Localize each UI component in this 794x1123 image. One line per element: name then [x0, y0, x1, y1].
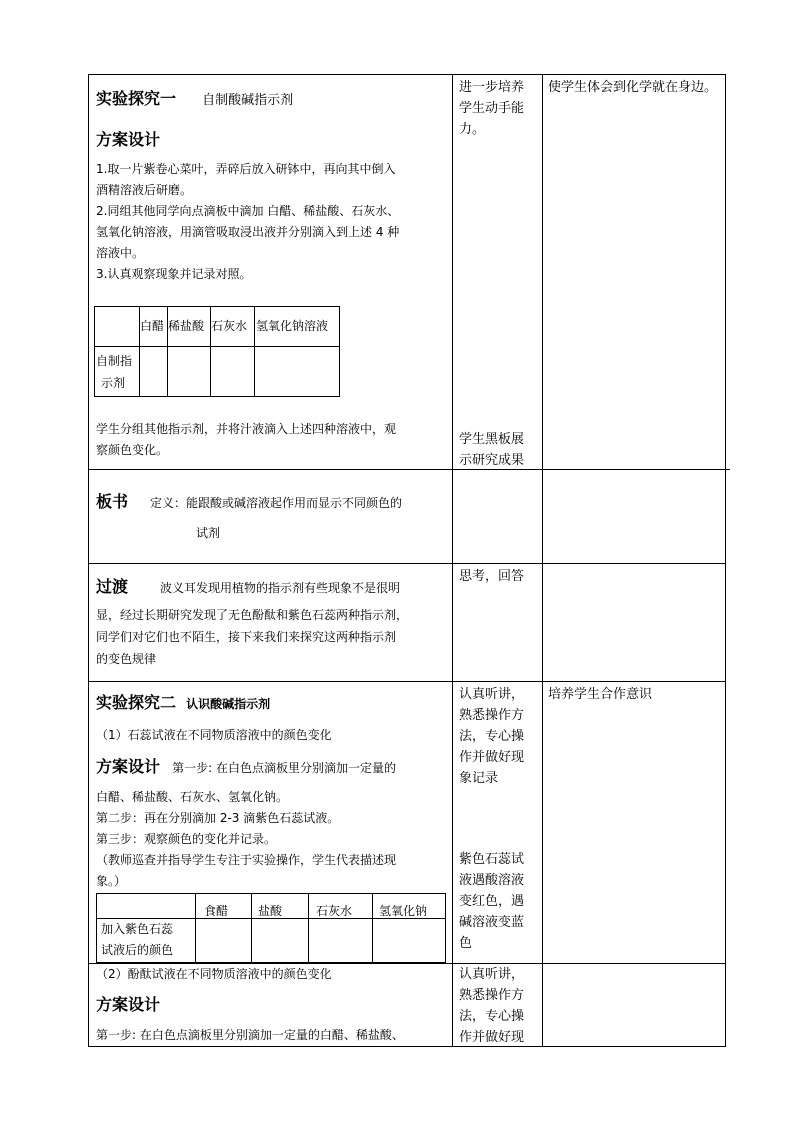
row-divider-3 — [88, 681, 726, 682]
text-line: 示研究成果 — [459, 453, 525, 468]
table-col-divider-1 — [452, 74, 453, 1047]
experiment-two-steps — [96, 787, 452, 892]
text-line: 学生动手能 — [459, 101, 525, 116]
text-line: 学生分组其他指示剂，并将汁液滴入上述四种溶液中，观 — [96, 422, 397, 436]
step-line: 1.取一片紫卷心菜叶，弄碎后放入研钵中，再向其中倒入 — [96, 162, 396, 176]
text-line: 的变色规律 — [96, 652, 157, 666]
text-line: 作并做好现 — [459, 1030, 525, 1045]
transition-text — [96, 604, 452, 670]
plan-design-title-3: 方案设计 — [96, 995, 161, 1014]
table-row-label: 自制指 — [96, 354, 133, 368]
table-right-border — [725, 74, 726, 1047]
design-intent-1: 使学生体会到化学就在身边。 — [548, 80, 718, 95]
plan-design-2 — [96, 756, 396, 780]
student-activity-1b — [459, 429, 524, 471]
design-intent-4: 培养学生合作意识 — [548, 687, 653, 702]
text-line: 作并做好现 — [459, 750, 525, 765]
table-row-label: 加入紫色石蕊 — [101, 922, 174, 936]
table-bottom-border — [88, 1046, 726, 1047]
text-line: 紫色石蕊试 — [459, 852, 525, 867]
experiment-one-heading — [96, 88, 293, 112]
text-line: 学生黑板展 — [459, 432, 525, 447]
step-line: 3.认真观察现象并记录对照。 — [96, 267, 252, 281]
text-line: 色 — [459, 936, 473, 951]
table-header-cell: 稀盐酸 — [168, 319, 205, 333]
experiment-one-after — [96, 419, 452, 461]
text-line: 认真听讲， — [459, 687, 525, 702]
text-line: 同学们对它们也不陌生，接下来我们来探究这两种指示剂 — [96, 630, 397, 644]
table-row-label: 示剂 — [101, 376, 126, 390]
student-activity-3: 思考，回答 — [459, 569, 525, 584]
text-line: 象记录 — [459, 771, 499, 786]
litmus-conclusion — [459, 849, 524, 954]
experiment-one-subtitle: 自制酸碱指示剂 — [202, 93, 294, 108]
table-header-cell: 食醋 — [204, 904, 229, 918]
step-line: 第三步：观察颜色的变化并记录。 — [96, 832, 277, 846]
table-col-divider-2 — [542, 74, 543, 1047]
table-row-label: 试液后的颜色 — [101, 943, 174, 957]
step-line: 第一步: 在白色点滴板里分别滴加一定量的 — [172, 761, 397, 775]
student-activity-4 — [459, 684, 524, 789]
text-line: 熟悉操作方 — [459, 708, 525, 723]
text-line: 显，经过长期研究发现了无色酚酞和紫色石蕊两种指示剂， — [96, 608, 409, 622]
step-line: 氢氧化钠溶液，用滴管吸取浸出液并分别滴入到上述 4 种 — [96, 225, 400, 239]
note-line: （教师巡查并指导学生专注于实验操作，学生代表描述现 — [96, 853, 397, 867]
table-header-cell: 石灰水 — [211, 319, 248, 333]
text-line: 碱溶液变蓝 — [459, 915, 525, 930]
text-line: 熟悉操作方 — [459, 988, 525, 1003]
definition-line-1: 定义：能跟酸或碱溶液起作用而显示不同颜色的 — [150, 496, 403, 510]
transition-line-1: 波义耳发现用植物的指示剂有些现象不是很明 — [160, 581, 401, 595]
experiment-one-title: 实验探究一 — [96, 89, 177, 108]
text-line: 察颜色变化。 — [96, 443, 169, 457]
row-divider-1 — [88, 469, 730, 470]
definition-line-2: 试剂 — [196, 526, 221, 540]
table-top-border — [88, 74, 726, 75]
student-activity-1 — [459, 77, 524, 140]
plan-design-title-1: 方案设计 — [96, 130, 161, 149]
table-header-cell: 氢氧化钠溶液 — [256, 319, 329, 333]
step-line: 2.同组其他同学向点滴板中滴加 白醋、稀盐酸、石灰水、 — [96, 204, 400, 218]
table-left-border — [88, 74, 89, 1047]
table-header-cell: 盐酸 — [258, 904, 283, 918]
text-line: 认真听讲， — [459, 967, 525, 982]
student-activity-5 — [459, 964, 524, 1048]
blackboard-label: 板书 — [96, 492, 129, 511]
text-line: 力。 — [459, 122, 486, 137]
experiment-two-subtitle: 认识酸碱指示剂 — [186, 697, 271, 711]
text-line: 进一步培养 — [459, 80, 525, 95]
step-line: 溶液中。 — [96, 246, 145, 260]
step-line: 第二步：再在分别滴加 2-3 滴紫色石蕊试液。 — [96, 811, 340, 825]
note-line: 象。） — [96, 874, 127, 888]
experiment-one-steps — [96, 159, 452, 285]
text-line: 法，专心操 — [459, 1009, 525, 1024]
text-line: 法，专心操 — [459, 729, 525, 744]
plan-design-title-2: 方案设计 — [96, 757, 161, 776]
text-line: 液遇酸溶液 — [459, 873, 525, 888]
step-line: 酒精溶液后研磨。 — [96, 183, 193, 197]
text-line: 变红色，遇 — [459, 894, 525, 909]
table-header-cell: 白醋 — [140, 319, 165, 333]
table-header-cell: 氢氧化钠 — [379, 904, 428, 918]
table-header-cell: 石灰水 — [316, 904, 353, 918]
litmus-item: （1）石蕊试液在不同物质溶液中的颜色变化 — [96, 728, 332, 742]
experiment-two-title: 实验探究二 — [96, 693, 177, 712]
transition-label: 过渡 — [96, 577, 129, 596]
step-line: 白醋、稀盐酸、石灰水、氢氧化钠。 — [96, 790, 289, 804]
phenolphthalein-item: （2）酚酞试液在不同物质溶液中的颜色变化 — [96, 967, 332, 981]
experiment-two-heading — [96, 692, 270, 716]
row-divider-2 — [88, 563, 726, 564]
phenolphthalein-step1: 第一步: 在白色点滴板里分别滴加一定量的白醋、稀盐酸、 — [96, 1028, 404, 1042]
